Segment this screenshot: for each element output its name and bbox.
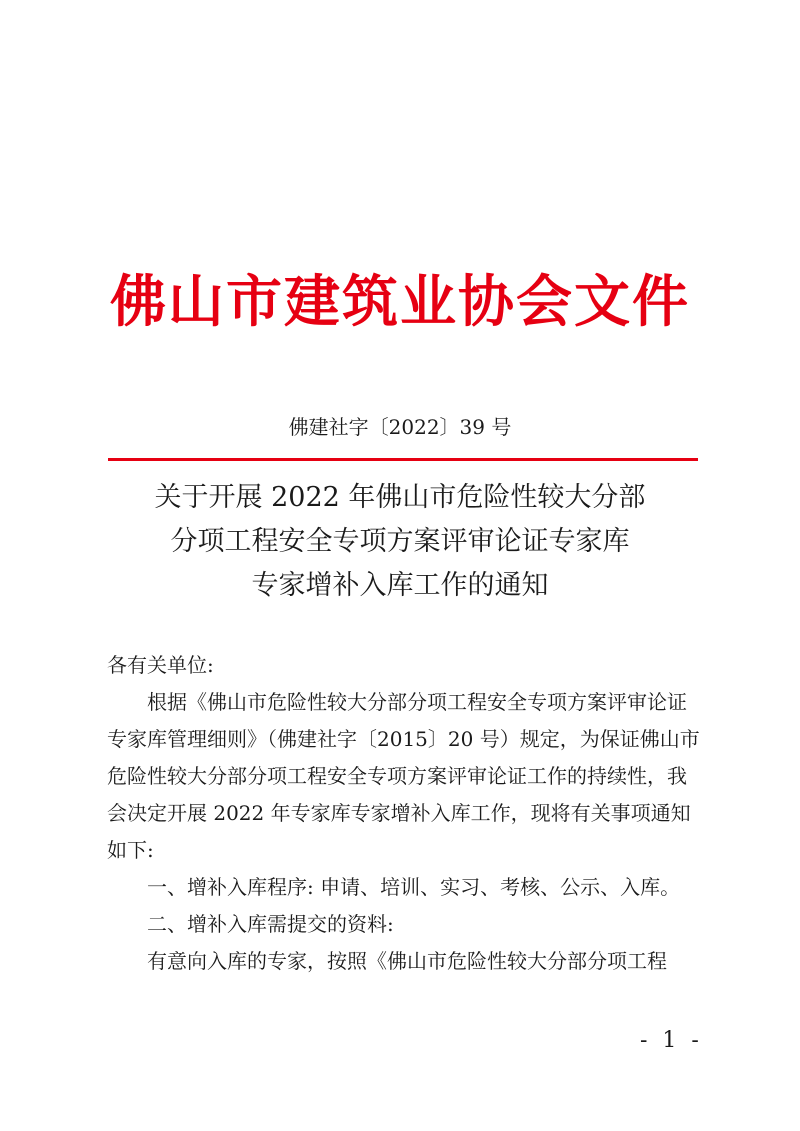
notice-body xyxy=(107,647,702,980)
notice-title xyxy=(100,476,700,608)
body-item-1: 一、增补入库程序: 申请、培训、实习、考核、公示、入库。 xyxy=(147,875,681,899)
body-paragraph-2: 有意向入库的专家，按照《佛山市危险性较大分部分项工程 xyxy=(147,949,667,973)
notice-title-line-2: 分项工程安全专项方案评审论证专家库 xyxy=(170,526,630,557)
red-divider-line xyxy=(108,458,698,461)
notice-title-line-3: 专家增补入库工作的通知 xyxy=(251,570,549,601)
salutation: 各有关单位: xyxy=(107,653,214,677)
document-header-title: 佛山市建筑业协会文件 xyxy=(110,270,690,335)
page-number: - 1 - xyxy=(640,1028,703,1053)
body-item-2: 二、增补入库需提交的资料: xyxy=(147,912,394,936)
body-paragraph-1: 根据《佛山市危险性较大分部分项工程安全专项方案评审论证专家库管理细则》（佛建社字〔2015〕20 号）规定，为保证佛山市危险性较大分部分项工程安全专项方案评审论证工作的持续性，我会决定开展 2022 年专家库专家增补入库工作，现将有关事项通知如下: xyxy=(107,690,700,862)
document-number: 佛建社字〔2022〕39 号 xyxy=(288,415,512,439)
notice-title-line-1: 关于开展 2022 年佛山市危险性较大分部 xyxy=(154,482,646,513)
